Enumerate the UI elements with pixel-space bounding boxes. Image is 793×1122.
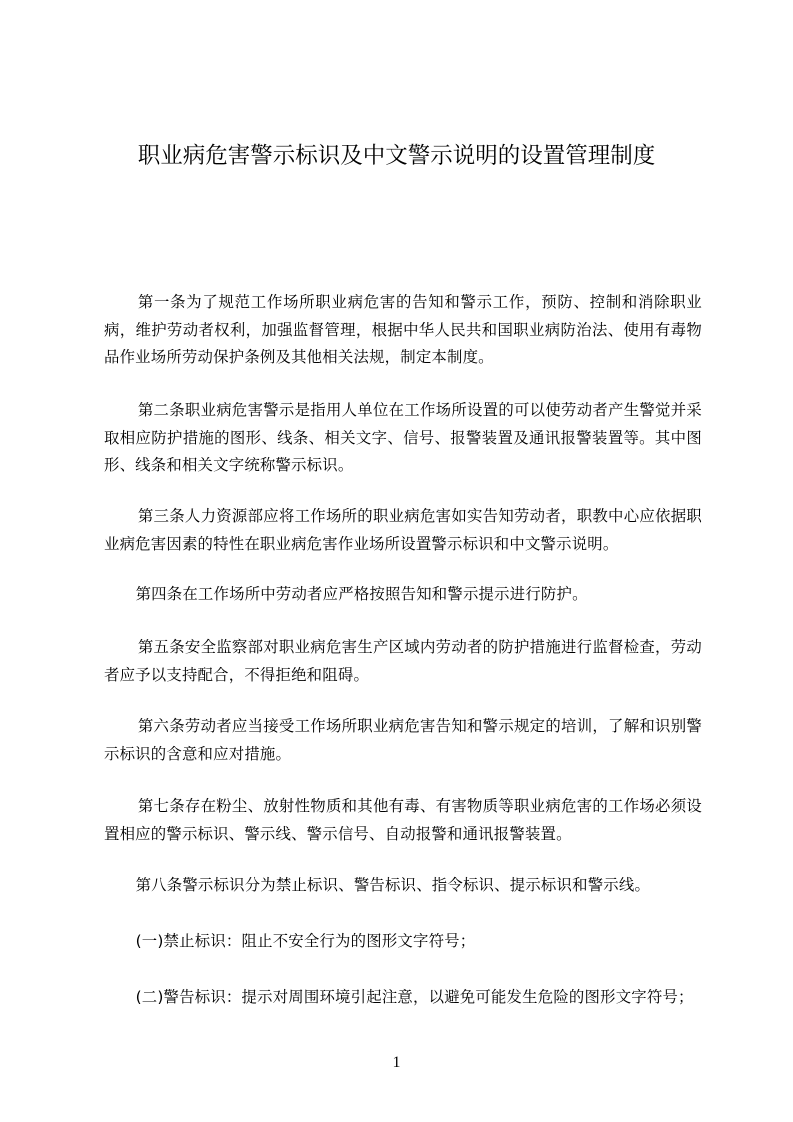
paragraph-article-2: 第二条职业病危害警示是指用人单位在工作场所设置的可以使劳动者产生警觉并采取相应防护措施的图形、线条、相关文字、信号、报警装置及通讯报警装置等。其中图形、线条和相关文字统称警示标识。 [104,401,702,474]
paragraph-article-8: 第八条警示标识分为禁止标识、警告标识、指令标识、提示标识和警示线。 [135,876,651,894]
paragraph-article-4: 第四条在工作场所中劳动者应严格按照告知和警示提示进行防护。 [135,585,588,603]
paragraph-item-1: (一)禁止标识：阻止不安全行为的图形文字符号； [135,932,476,950]
paragraph-article-6: 第六条劳动者应当接受工作场所职业病危害告知和警示规定的培训，了解和识别警示标识的含意和应对措施。 [104,717,702,763]
paragraph-article-3: 第三条人力资源部应将工作场所的职业病危害如实告知劳动者，职教中心应依据职业病危害因素的特性在职业病危害作业场所设置警示标识和中文警示说明。 [104,507,702,553]
paragraph-article-7: 第七条存在粉尘、放射性物质和其他有毒、有害物质等职业病危害的工作场必须设置相应的警示标识、警示线、警示信号、自动报警和通讯报警装置。 [104,797,702,843]
paragraph-item-2: (二)警告标识：提示对周围环境引起注意，以避免可能发生危险的图形文字符号； [135,988,694,1006]
page-number: 1 [392,1054,401,1071]
paragraph-article-5: 第五条安全监察部对职业病危害生产区域内劳动者的防护措施进行监督检查，劳动者应予以支持配合，不得拒绝和阻碍。 [104,638,702,684]
paragraph-article-1: 第一条为了规范工作场所职业病危害的告知和警示工作，预防、控制和消除职业病，维护劳动者权利，加强监督管理，根据中华人民共和国职业病防治法、使用有毒物品作业场所劳动保护条例及其他相关法规，制定本制度。 [104,293,702,366]
document-title: 职业病危害警示标识及中文警示说明的设置管理制度 [137,143,656,169]
